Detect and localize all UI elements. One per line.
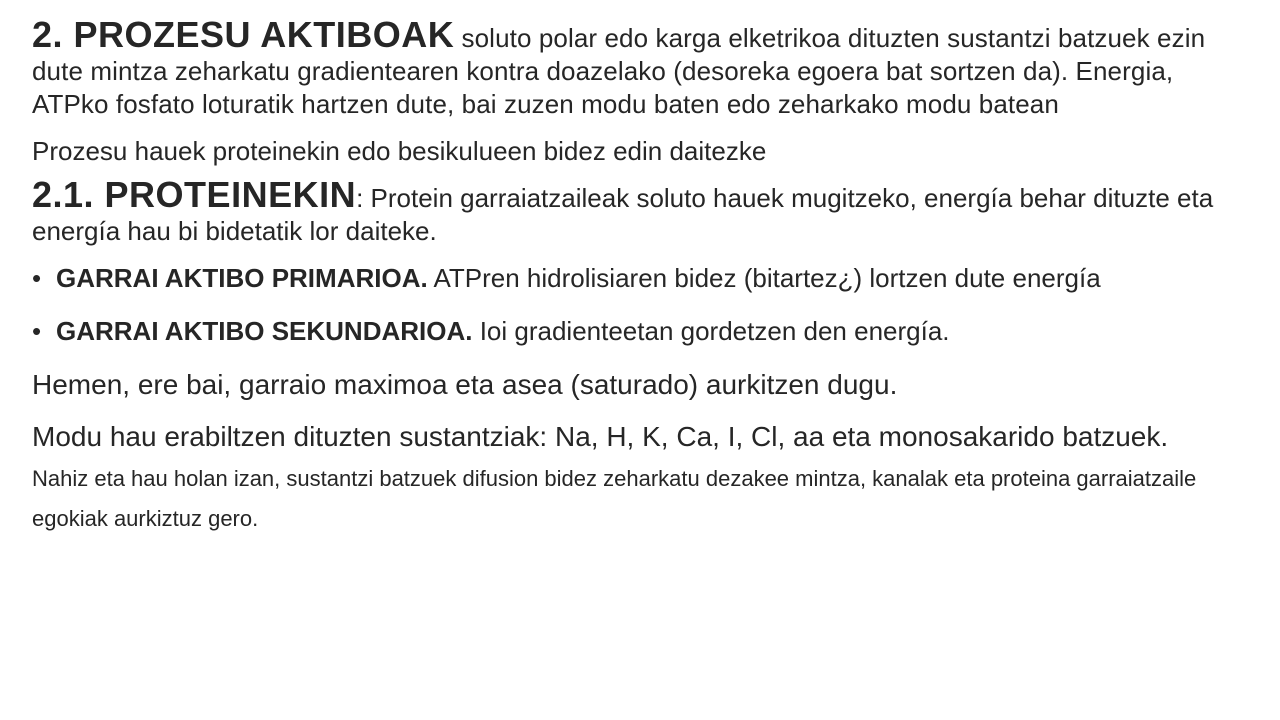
- paragraph-proteinekin: [32, 174, 1220, 248]
- bullet-icon: •: [32, 263, 42, 293]
- paragraph-proteinekin-besikulak: Prozesu hauek proteinekin edo besikulueen bidez edin daitezke: [32, 136, 767, 166]
- bullet-icon: •: [32, 316, 42, 346]
- paragraph-prozesu-aktiboak: [32, 14, 1220, 121]
- sustantziak-note: Nahiz eta hau holan izan, sustantzi batzuek difusion bidez zeharkatu dezakee mintza, kanalak eta proteina garraiatzaile egokiak aurkiztuz gero.: [32, 466, 1197, 531]
- bullet-sekundarioa-title: GARRAI AKTIBO SEKUNDARIOA.: [56, 316, 473, 346]
- bullet-sekundarioa-text: Ioi gradienteetan gordetzen den energía.: [472, 316, 950, 346]
- paragraph-garraio-maximoa: Hemen, ere bai, garraio maximoa eta asea (saturado) aurkitzen dugu.: [32, 369, 898, 400]
- paragraph-sustantziak: [32, 418, 1220, 538]
- prozesu-aktiboak-text: soluto polar edo karga elketrikoa dituzten sustantzi batzuek ezin dute mintza zeharkatu gradientearen kontra doazelako (desoreka egoera bat sortzen da). Energia, ATPko fosfato loturatik hartzen dute, bai zuzen modu baten edo zeharkako modu batean: [32, 23, 1206, 119]
- heading-proteinekin: 2.1. PROTEINEKIN: [32, 174, 357, 215]
- sustantziak-text: Modu hau erabiltzen dituzten sustantziak: Na, H, K, Ca, I, Cl, aa eta monosakarido batzuek.: [32, 421, 1169, 452]
- proteinekin-text: : Protein garraiatzaileak soluto hauek mugitzeko, energía behar dituzte eta energía hau bi bidetatik lor daiteke.: [32, 183, 1214, 246]
- bullet-list: [32, 262, 1220, 348]
- bullet-primarioa-title: GARRAI AKTIBO PRIMARIOA.: [56, 263, 428, 293]
- bullet-item-primarioa: [32, 262, 1220, 295]
- bullet-item-sekundarioa: [32, 315, 1220, 348]
- heading-prozesu-aktiboak: 2. PROZESU AKTIBOAK: [32, 14, 455, 55]
- bullet-primarioa-text: ATPren hidrolisiaren bidez (bitartez¿) lortzen dute energía: [427, 263, 1101, 293]
